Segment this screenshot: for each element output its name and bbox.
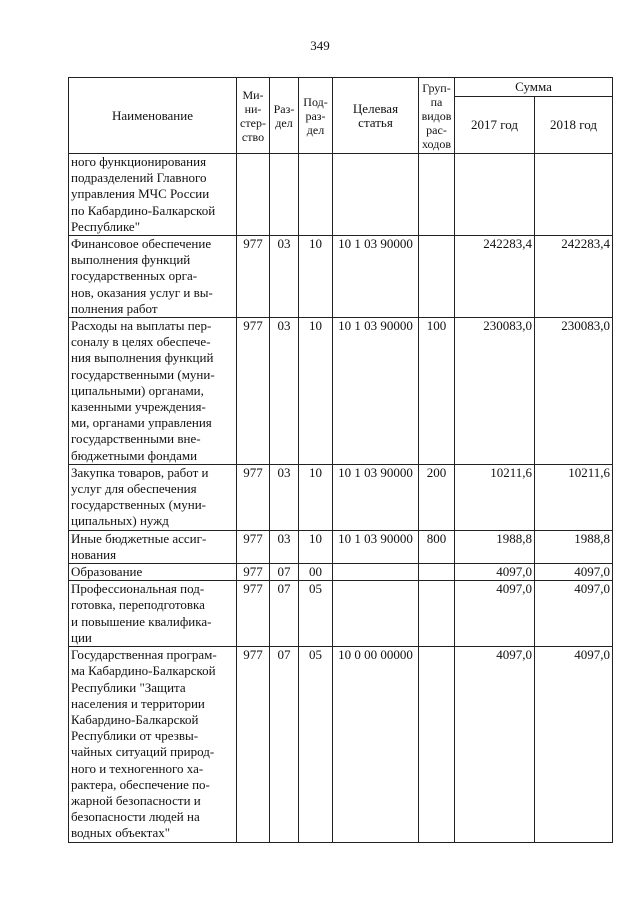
row-group-cell — [419, 581, 455, 647]
row-section-cell: 07 — [270, 647, 299, 842]
row-2017-cell: 4097,0 — [455, 564, 535, 581]
header-target: Целевая статья — [333, 78, 419, 154]
page-number: 349 — [310, 38, 330, 53]
table-row — [69, 154, 613, 236]
row-ministry-cell: 977 — [237, 564, 270, 581]
row-subsection-cell: 10 — [299, 318, 333, 465]
row-name-cell: Профессиональная под- готовка, переподготовка и повышение квалифика- ции — [69, 581, 237, 647]
header-ministry: Ми- ни- стер- ство — [237, 78, 270, 154]
row-2018-cell: 10211,6 — [535, 464, 613, 530]
row-ministry-cell: 977 — [237, 464, 270, 530]
row-subsection-cell: 10 — [299, 464, 333, 530]
row-2018-cell: 1988,8 — [535, 530, 613, 563]
row-section-cell: 03 — [270, 236, 299, 318]
row-subsection-cell — [299, 154, 333, 236]
row-2017-cell: 230083,0 — [455, 318, 535, 465]
row-subsection-cell: 05 — [299, 647, 333, 842]
row-2018-cell: 230083,0 — [535, 318, 613, 465]
row-target-cell — [333, 581, 419, 647]
row-2017-cell — [455, 154, 535, 236]
budget-table — [68, 77, 613, 843]
row-2018-cell: 242283,4 — [535, 236, 613, 318]
row-group-cell: 100 — [419, 318, 455, 465]
row-ministry-cell: 977 — [237, 530, 270, 563]
row-subsection-cell: 00 — [299, 564, 333, 581]
row-2017-cell: 10211,6 — [455, 464, 535, 530]
row-target-cell: 10 1 03 90000 — [333, 236, 419, 318]
row-target-cell: 10 0 00 00000 — [333, 647, 419, 842]
row-ministry-cell: 977 — [237, 318, 270, 465]
row-name-cell: Образование — [69, 564, 237, 581]
row-name-cell: Иные бюджетные ассиг- нования — [69, 530, 237, 563]
table-row — [69, 318, 613, 465]
header-section: Раз- дел — [270, 78, 299, 154]
row-target-cell: 10 1 03 90000 — [333, 464, 419, 530]
row-2018-cell: 4097,0 — [535, 647, 613, 842]
row-section-cell: 07 — [270, 581, 299, 647]
row-section-cell: 03 — [270, 318, 299, 465]
row-group-cell: 800 — [419, 530, 455, 563]
row-ministry-cell — [237, 154, 270, 236]
header-subsection: Под- раз- дел — [299, 78, 333, 154]
table-body — [69, 154, 613, 843]
row-name-cell: Закупка товаров, работ и услуг для обеспечения государственных (муни- ципальных) нужд — [69, 464, 237, 530]
table-row — [69, 464, 613, 530]
header-name: Наименование — [69, 78, 237, 154]
row-2018-cell — [535, 154, 613, 236]
row-group-cell — [419, 564, 455, 581]
row-subsection-cell: 10 — [299, 236, 333, 318]
row-name-cell: Государственная програм- ма Кабардино-Балкарской Республики "Защита населения и территории Кабардино-Балкарской Республики от чрезвы- чайных ситуаций природ- ного и техногенного ха- рактера, обеспечение по- жарной безопасности и безопасности людей на водных объектах" — [69, 647, 237, 842]
row-name-cell: ного функционирования подразделений Главного управления МЧС России по Кабардино-Балкарской Республике" — [69, 154, 237, 236]
header-year-2017: 2017 год — [455, 97, 535, 154]
row-target-cell: 10 1 03 90000 — [333, 318, 419, 465]
row-2017-cell: 4097,0 — [455, 581, 535, 647]
row-2017-cell: 1988,8 — [455, 530, 535, 563]
row-group-cell: 200 — [419, 464, 455, 530]
row-target-cell: 10 1 03 90000 — [333, 530, 419, 563]
table-row — [69, 564, 613, 581]
table-row — [69, 581, 613, 647]
table-row — [69, 236, 613, 318]
row-2018-cell: 4097,0 — [535, 581, 613, 647]
row-target-cell — [333, 564, 419, 581]
header-year-2018: 2018 год — [535, 97, 613, 154]
header-group: Груп- па видов рас- ходов — [419, 78, 455, 154]
row-ministry-cell: 977 — [237, 581, 270, 647]
row-2017-cell: 4097,0 — [455, 647, 535, 842]
row-2017-cell: 242283,4 — [455, 236, 535, 318]
row-group-cell — [419, 236, 455, 318]
row-ministry-cell: 977 — [237, 236, 270, 318]
row-subsection-cell: 05 — [299, 581, 333, 647]
row-group-cell — [419, 647, 455, 842]
row-group-cell — [419, 154, 455, 236]
row-name-cell: Расходы на выплаты пер- соналу в целях обеспече- ния выполнения функций государственными (муни- ципальными) органами, казенными учреждения- ми, органами управления государственными вне- бюджетными фондами — [69, 318, 237, 465]
row-name-cell: Финансовое обеспечение выполнения функций государственных орга- нов, оказания услуг и вы- полнения работ — [69, 236, 237, 318]
table-row — [69, 530, 613, 563]
header-row-top — [69, 78, 613, 97]
row-subsection-cell: 10 — [299, 530, 333, 563]
row-ministry-cell: 977 — [237, 647, 270, 842]
row-section-cell: 03 — [270, 464, 299, 530]
row-2018-cell: 4097,0 — [535, 564, 613, 581]
header-sum: Сумма — [455, 78, 613, 97]
row-section-cell: 03 — [270, 530, 299, 563]
row-target-cell — [333, 154, 419, 236]
row-section-cell: 07 — [270, 564, 299, 581]
row-section-cell — [270, 154, 299, 236]
table-row — [69, 647, 613, 842]
